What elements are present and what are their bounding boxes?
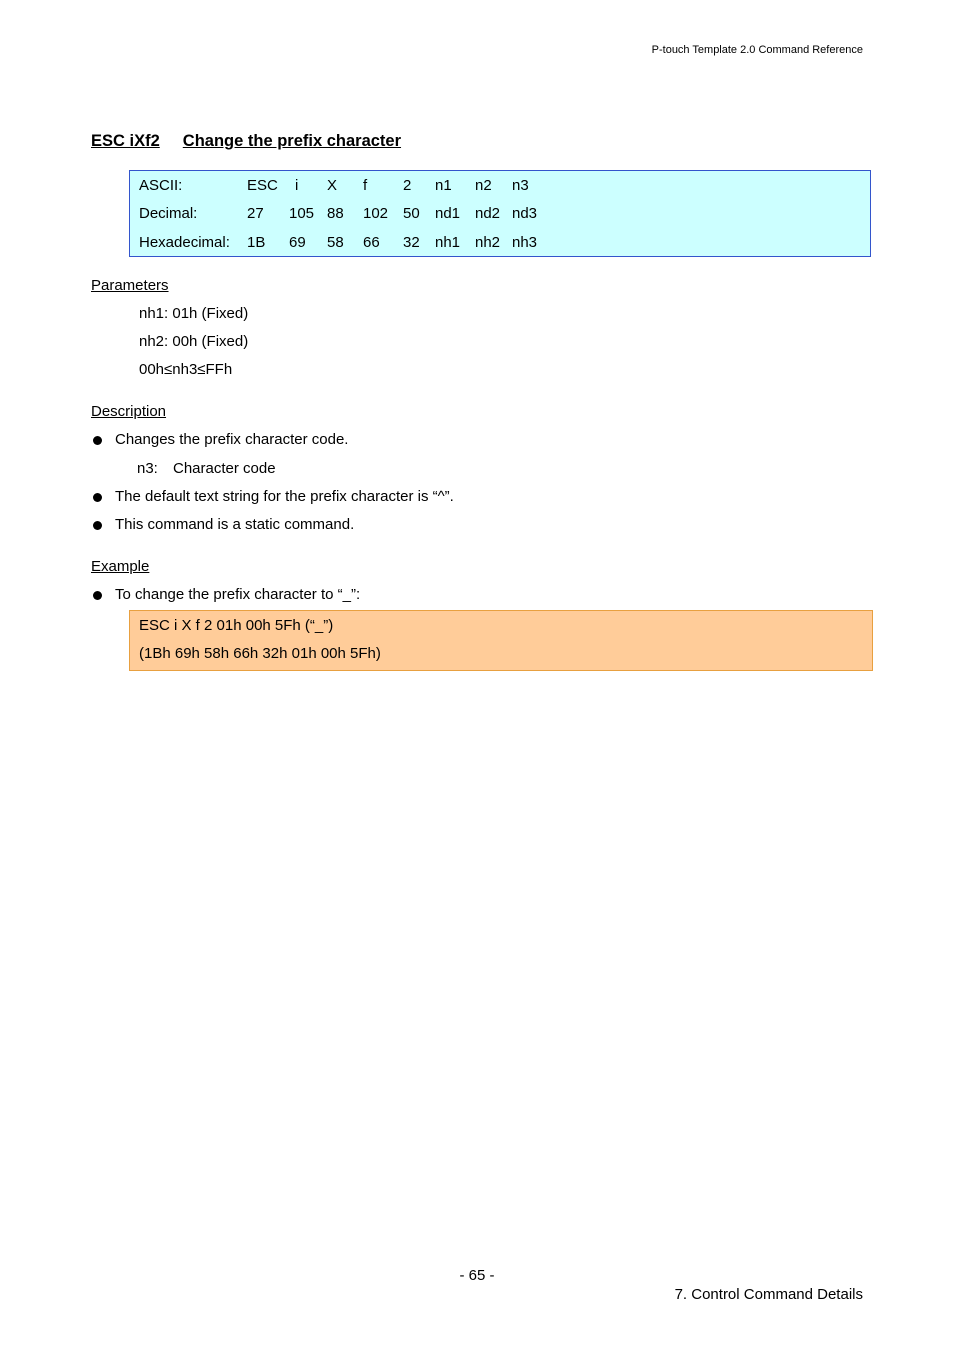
- example-code-line: ESC i X f 2 01h 00h 5Fh (“_”): [139, 617, 334, 634]
- example-heading: Example: [91, 558, 150, 575]
- cell: nd2: [475, 205, 501, 222]
- cell: 105: [289, 205, 315, 222]
- bullet-icon: [93, 521, 102, 530]
- cell: 66: [363, 234, 380, 251]
- parameter-line: nh1: 01h (Fixed): [139, 305, 249, 322]
- page-title: [91, 132, 401, 151]
- example-bullet: To change the prefix character to “_”:: [115, 586, 361, 603]
- row-label: Decimal:: [139, 205, 198, 222]
- example-code-line: (1Bh 69h 58h 66h 32h 01h 00h 5Fh): [139, 645, 381, 662]
- cell: 27: [247, 205, 264, 222]
- cell: 2: [403, 177, 412, 194]
- description-bullet: The default text string for the prefix character is “^”.: [115, 488, 454, 505]
- cell: nh2: [475, 234, 501, 251]
- cell: i: [295, 177, 299, 194]
- description-bullet: Changes the prefix character code.: [115, 431, 349, 448]
- cell: nd1: [435, 205, 461, 222]
- cell: 69: [289, 234, 306, 251]
- cell: 58: [327, 234, 344, 251]
- bullet-icon: [93, 436, 102, 445]
- cell: X: [327, 177, 338, 194]
- bullet-icon: [93, 493, 102, 502]
- parameters-heading: Parameters: [91, 277, 169, 294]
- cell: nh1: [435, 234, 461, 251]
- description-heading: Description: [91, 403, 167, 420]
- description-sub-label: n3:: [137, 460, 158, 477]
- cell: n2: [475, 177, 492, 194]
- command-name: ESC iXf2: [91, 132, 160, 150]
- description-sub-text: Character code: [173, 460, 276, 477]
- cell: 1B: [247, 234, 266, 251]
- command-description: Change the prefix character: [182, 132, 402, 150]
- cell: 88: [327, 205, 344, 222]
- parameter-line: 00h≤nh3≤FFh: [139, 361, 233, 378]
- footer-chapter: 7. Control Command Details: [674, 1286, 863, 1303]
- cell: 32: [403, 234, 420, 251]
- bullet-icon: [93, 591, 102, 600]
- page-number: - 65 -: [459, 1267, 495, 1284]
- cell: ESC: [247, 177, 278, 194]
- cell: nd3: [512, 205, 538, 222]
- cell: 50: [403, 205, 420, 222]
- cell: 102: [363, 205, 389, 222]
- header-reference: P-touch Template 2.0 Command Reference: [651, 44, 863, 56]
- parameter-line: nh2: 00h (Fixed): [139, 333, 249, 350]
- command-table: [129, 170, 871, 257]
- cell: n1: [435, 177, 452, 194]
- cell: nh3: [512, 234, 538, 251]
- cell: n3: [512, 177, 529, 194]
- description-bullet: This command is a static command.: [115, 516, 355, 533]
- cell: f: [363, 177, 368, 194]
- row-label: ASCII:: [139, 177, 183, 194]
- row-label: Hexadecimal:: [139, 234, 230, 251]
- example-code-box: [129, 610, 873, 671]
